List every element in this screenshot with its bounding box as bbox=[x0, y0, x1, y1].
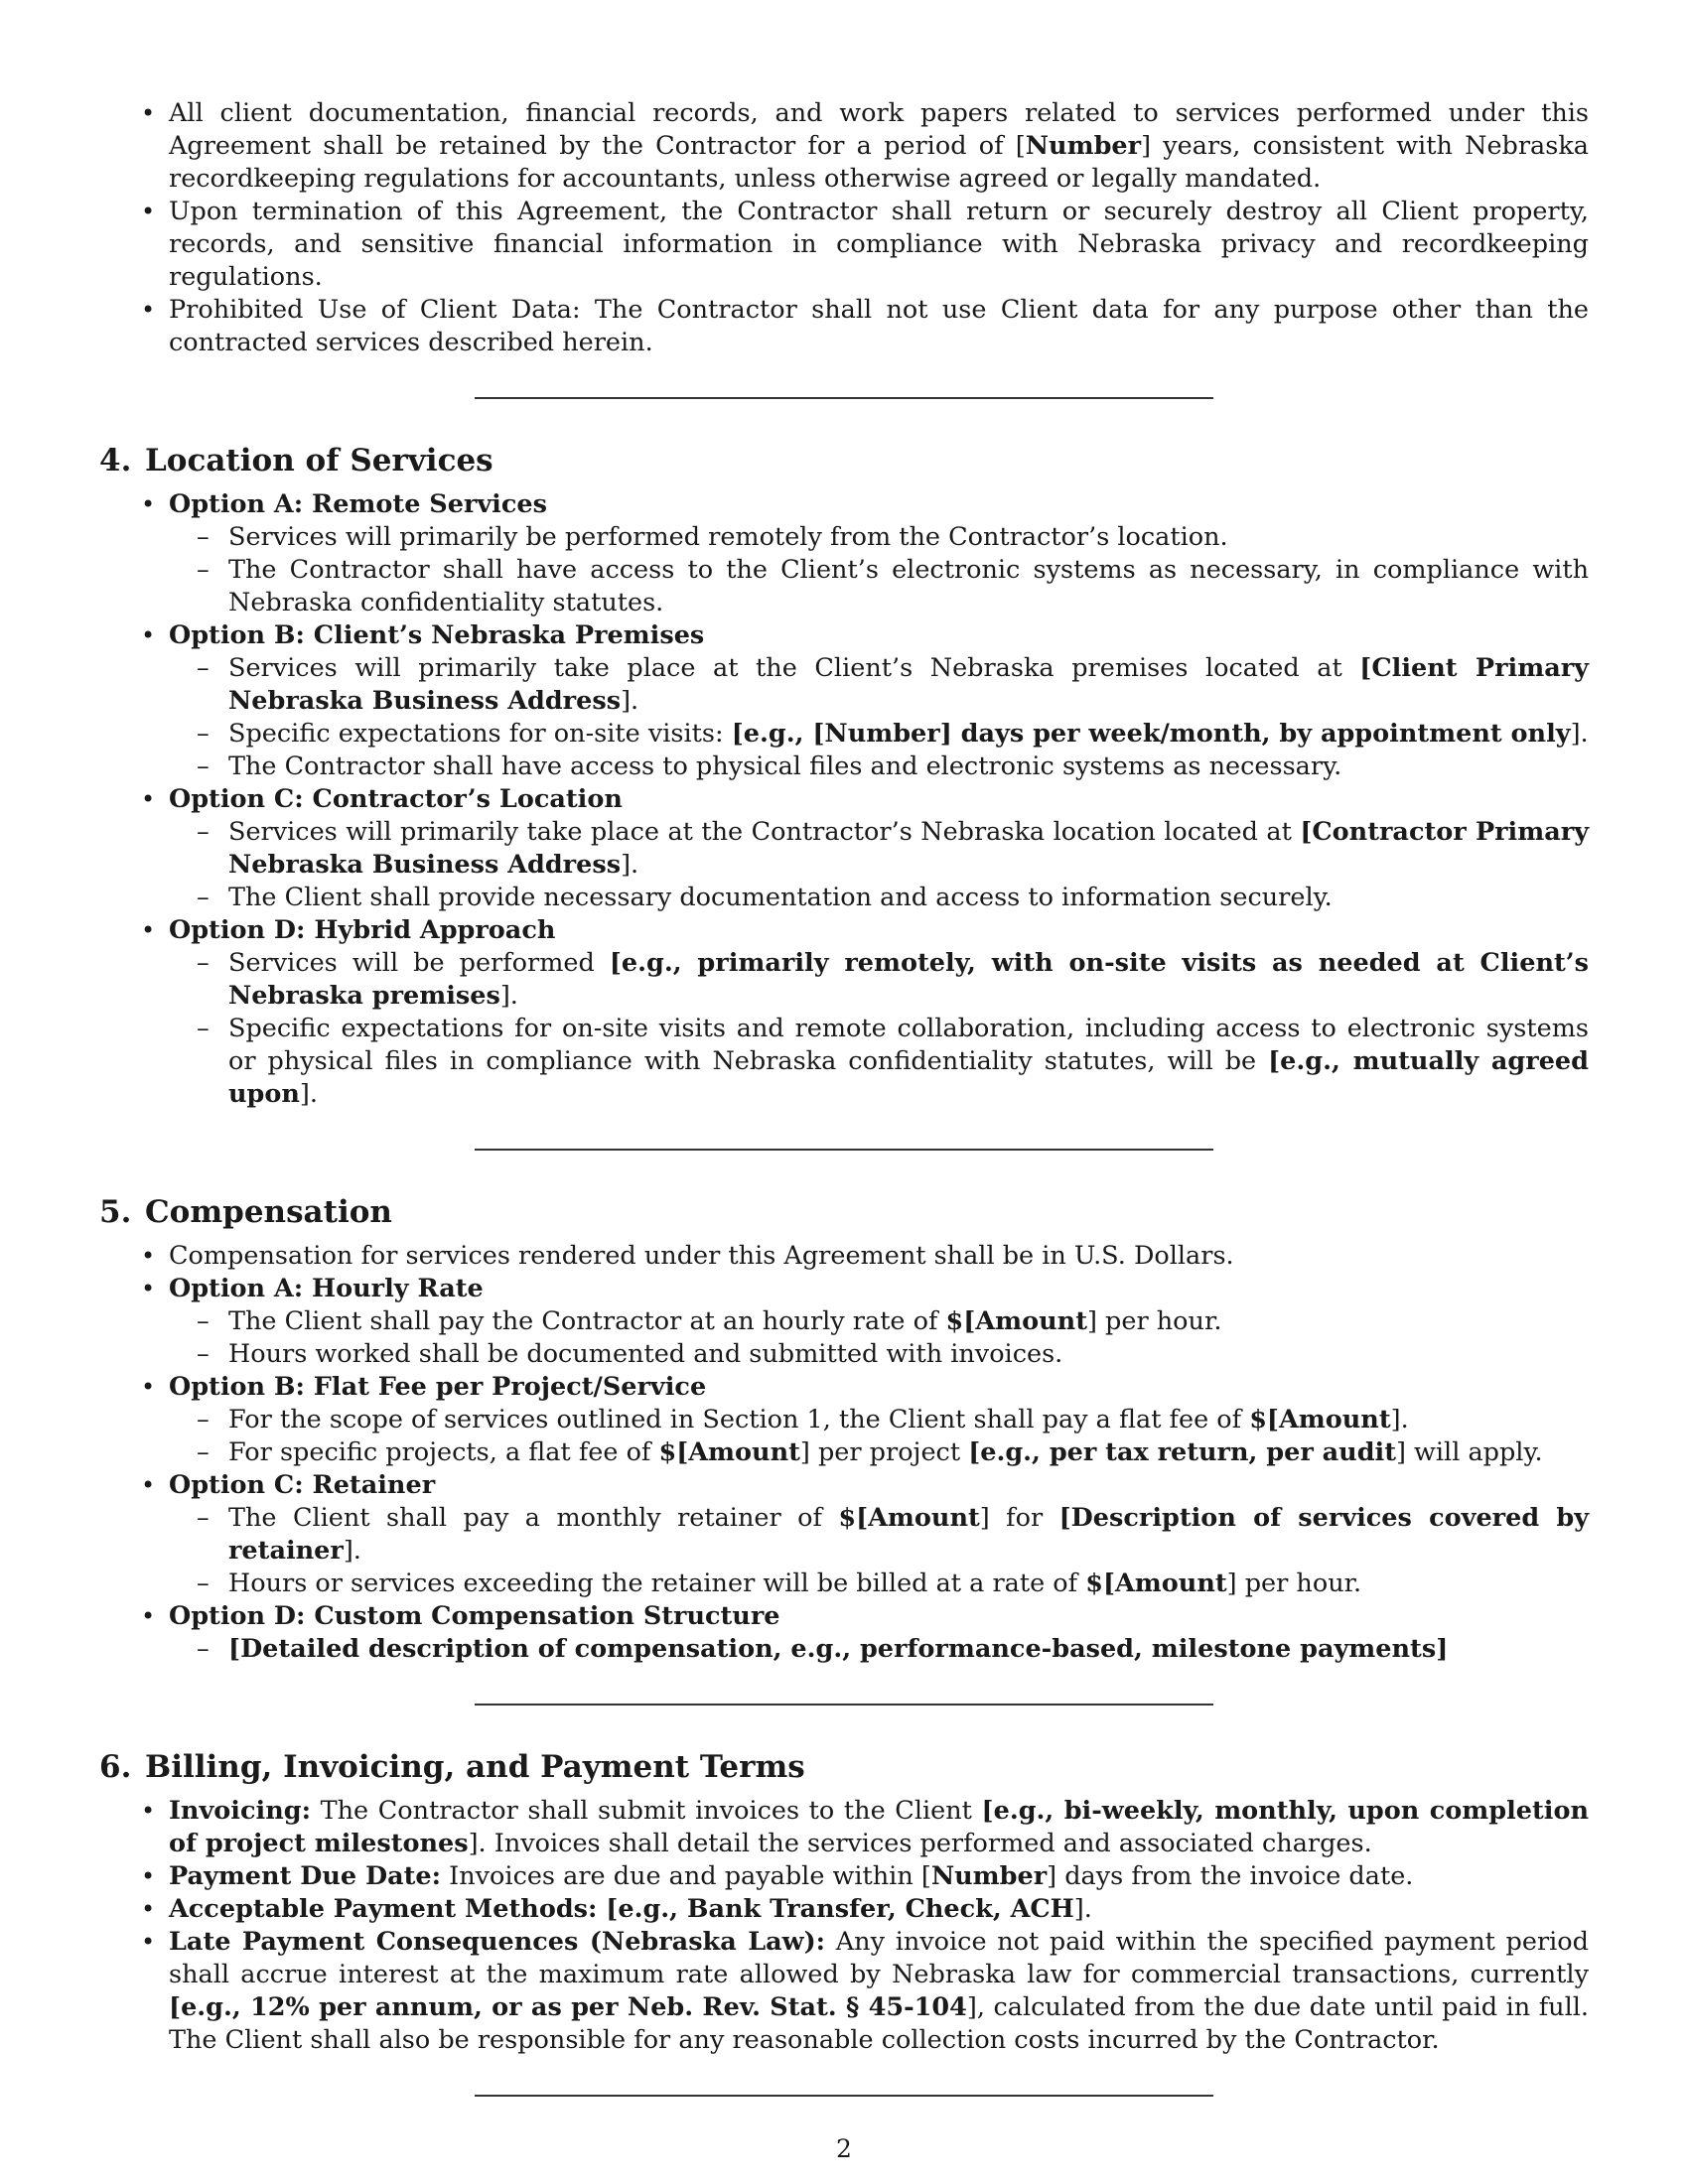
list-item: – Services will primarily take place at the Client’s Nebraska premises located at [Client Primary Nebraska Business Address]. bbox=[169, 652, 1589, 718]
section-heading-compensation: 5. Compensation bbox=[99, 1194, 392, 1230]
list-item: – Services will primarily be performed remotely from the Contractor’s location. bbox=[169, 521, 1589, 554]
option-c-retainer: • Option C: Retainer – The Client shall pay a monthly retainer of $[Amount] for [Description of services covered by retainer]. – Hours or services exceeding the retainer will be billed at a rate of $[Amount] per hour. bbox=[99, 1469, 1589, 1600]
list-item-late-payment: • Late Payment Consequences (Nebraska Law): Any invoice not paid within the specified payment period shall accrue interest at the maximum rate allowed by Nebraska law for commercial transactions, currently [e.g., 12% per annum, or as per Neb. Rev. Stat. § 45-104], calculated from the due date until paid in full. The Client shall also be responsible for any reasonable collection costs incurred by the Contractor. bbox=[99, 1926, 1589, 2057]
list-item: – The Client shall pay a monthly retainer of $[Amount] for [Description of services covered by retainer]. bbox=[169, 1502, 1589, 1568]
option-c-contractor-location: • Option C: Contractor’s Location – Services will primarily take place at the Contractor’s Nebraska location located at [Contractor Primary Nebraska Business Address]. – The Client shall provide necessary documentation and access to information securely. bbox=[99, 783, 1589, 914]
section-divider bbox=[475, 1704, 1213, 1706]
option-a-hourly: • Option A: Hourly Rate – The Client shall pay the Contractor at an hourly rate of $[Amount] per hour. – Hours worked shall be documented and submitted with invoices. bbox=[99, 1273, 1589, 1371]
section-divider bbox=[475, 397, 1213, 399]
list-item: – The Client shall pay the Contractor at an hourly rate of $[Amount] per hour. bbox=[169, 1305, 1589, 1338]
list-item: – For the scope of services outlined in Section 1, the Client shall pay a flat fee of $[Amount]. bbox=[169, 1404, 1589, 1436]
option-d-hybrid: • Option D: Hybrid Approach – Services will be performed [e.g., primarily remotely, with on-site visits as needed at Client’s Nebraska premises]. – Specific expectations for on-site visits and remote collaboration, including access to electronic systems or physical files in compliance with Nebraska confidentiality statutes, will be [e.g., mutually agreed upon]. bbox=[99, 914, 1589, 1111]
option-d-custom: • Option D: Custom Compensation Structure – [Detailed description of compensation, e.g., performance-based, milestone payments] bbox=[99, 1600, 1589, 1666]
location-options-list bbox=[99, 488, 1589, 1111]
section-heading-location: 4. Location of Services bbox=[99, 443, 493, 478]
option-b-client-premises: • Option B: Client’s Nebraska Premises – Services will primarily take place at the Client’s Nebraska premises located at [Client Primary Nebraska Business Address]. – Specific expectations for on-site visits: [e.g., [Number] days per week/month, by appointment only]. – The Contractor shall have access to physical files and electronic systems as necessary. bbox=[99, 619, 1589, 783]
list-item: – The Client shall provide necessary documentation and access to information securely. bbox=[169, 882, 1589, 914]
recordkeeping-list bbox=[99, 97, 1589, 359]
list-item: • Compensation for services rendered under this Agreement shall be in U.S. Dollars. bbox=[99, 1240, 1589, 1273]
list-item-due-date: • Payment Due Date: Invoices are due and payable within [Number] days from the invoice date. bbox=[99, 1860, 1589, 1893]
list-item: • Prohibited Use of Client Data: The Contractor shall not use Client data for any purpose other than the contracted services described herein. bbox=[99, 294, 1589, 359]
compensation-list bbox=[99, 1240, 1589, 1666]
list-item: – For specific projects, a flat fee of $[Amount] per project [e.g., per tax return, per audit] will apply. bbox=[169, 1436, 1589, 1469]
list-item: – Hours worked shall be documented and submitted with invoices. bbox=[169, 1338, 1589, 1371]
list-item-payment-methods: • Acceptable Payment Methods: [e.g., Bank Transfer, Check, ACH]. bbox=[99, 1893, 1589, 1926]
section-divider bbox=[475, 1149, 1213, 1151]
list-item: – The Contractor shall have access to physical files and electronic systems as necessary. bbox=[169, 751, 1589, 783]
list-item: • All client documentation, financial records, and work papers related to services performed under this Agreement shall be retained by the Contractor for a period of [Number] years, consistent with Nebraska recordkeeping regulations for accountants, unless otherwise agreed or legally mandated. bbox=[99, 97, 1589, 196]
list-item: – [Detailed description of compensation, e.g., performance-based, milestone payments] bbox=[169, 1633, 1589, 1666]
section-divider bbox=[475, 2095, 1213, 2097]
list-item: • Upon termination of this Agreement, the Contractor shall return or securely destroy all Client property, records, and sensitive financial information in compliance with Nebraska privacy and recordkeeping regulations. bbox=[99, 196, 1589, 294]
list-item-invoicing: • Invoicing: The Contractor shall submit invoices to the Client [e.g., bi-weekly, monthly, upon completion of project milestones]. Invoices shall detail the services performed and associated charges. bbox=[99, 1795, 1589, 1860]
list-item: – Specific expectations for on-site visits: [e.g., [Number] days per week/month, by appointment only]. bbox=[169, 718, 1589, 751]
section-heading-billing: 6. Billing, Invoicing, and Payment Terms bbox=[99, 1749, 805, 1785]
page-content bbox=[99, 97, 1589, 2097]
page-number: 2 bbox=[836, 2134, 852, 2163]
option-b-flat-fee: • Option B: Flat Fee per Project/Service – For the scope of services outlined in Section 1, the Client shall pay a flat fee of $[Amount]. – For specific projects, a flat fee of $[Amount] per project [e.g., per tax return, per audit] will apply. bbox=[99, 1371, 1589, 1469]
list-item: – Hours or services exceeding the retainer will be billed at a rate of $[Amount] per hour. bbox=[169, 1568, 1589, 1600]
list-item: – The Contractor shall have access to the Client’s electronic systems as necessary, in compliance with Nebraska confidentiality statutes. bbox=[169, 554, 1589, 619]
billing-list bbox=[99, 1795, 1589, 2057]
list-item: – Services will be performed [e.g., primarily remotely, with on-site visits as needed at Client’s Nebraska premises]. bbox=[169, 947, 1589, 1013]
list-item: – Specific expectations for on-site visits and remote collaboration, including access to electronic systems or physical files in compliance with Nebraska confidentiality statutes, will be [e.g., mutually agreed upon]. bbox=[169, 1013, 1589, 1111]
option-a-remote: • Option A: Remote Services – Services will primarily be performed remotely from the Contractor’s location. – The Contractor shall have access to the Client’s electronic systems as necessary, in compliance with Nebraska confidentiality statutes. bbox=[99, 488, 1589, 619]
list-item: – Services will primarily take place at the Contractor’s Nebraska location located at [Contractor Primary Nebraska Business Address]. bbox=[169, 816, 1589, 882]
